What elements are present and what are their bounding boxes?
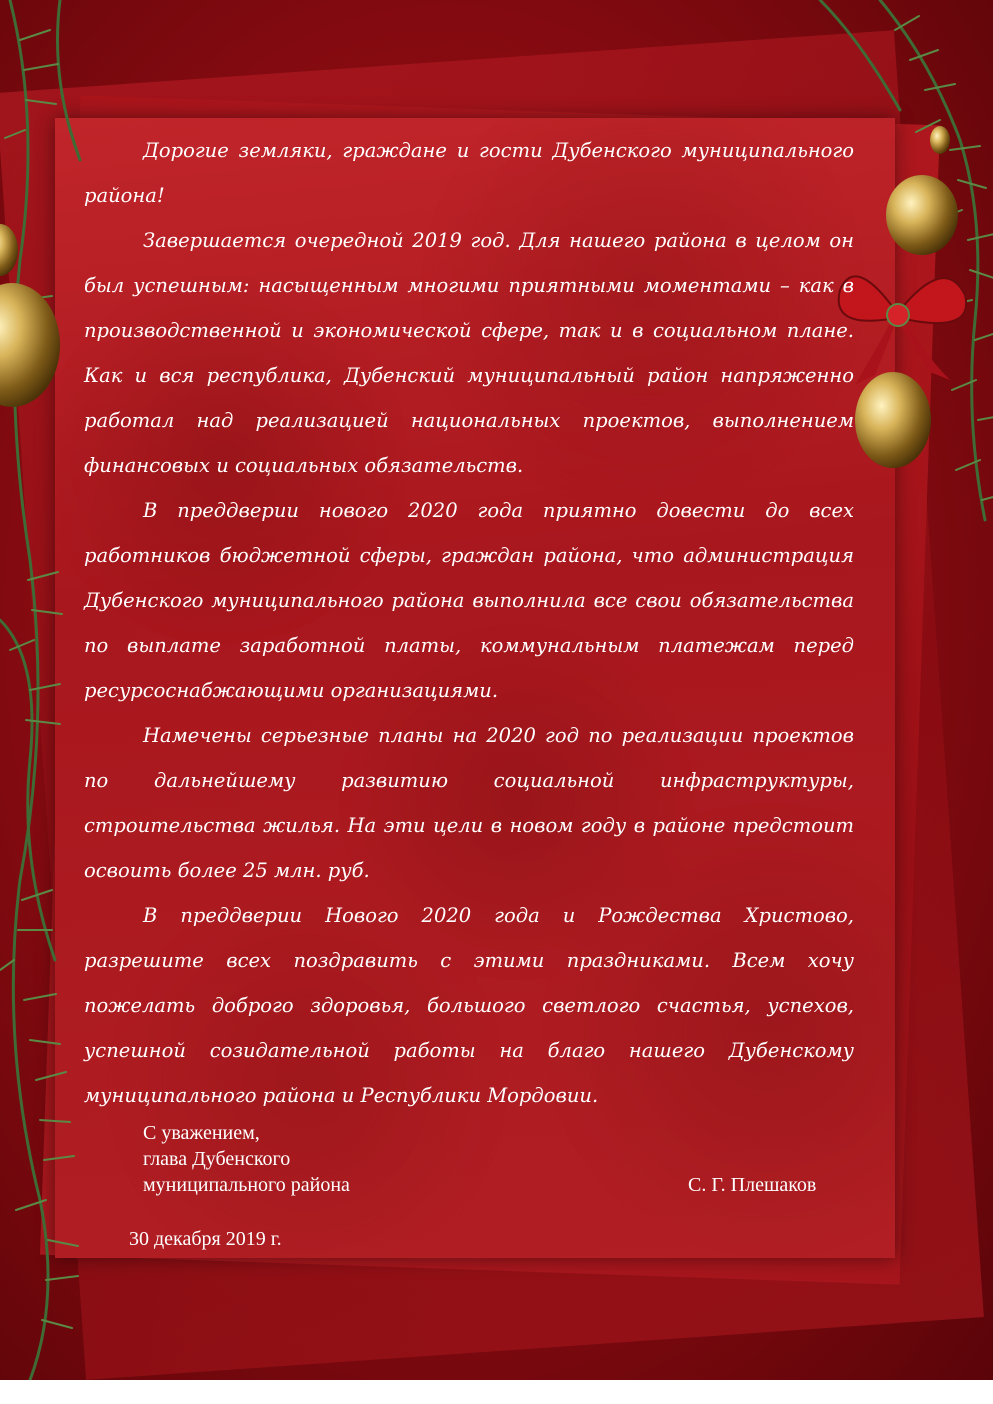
red-bow-icon (839, 276, 967, 385)
signature-line: муниципального района (143, 1174, 350, 1196)
letter-paragraph: В преддверии Нового 2020 года и Рождества Христово, разрешите всех поздравить с этими праздниками. Всем хочу пожелать доброго здоровья, большого светлого счастья, успехов, успешной созидательной работы на благо нашего Дубенскому муниципального района и Республики Мордовии. (84, 904, 854, 1107)
gold-ornament-right-top (886, 175, 958, 255)
letter-paragraph: Завершается очередной 2019 год. Для нашего района в целом он был успешным: насыщенным многими приятными моментами – как в производственной и экономической сфере, так и в социальном плане. Как и вся республика, Дубенский муниципальный район напряженно работал над реализацией национальных проектов, выполнением финансовых и социальных обязательств. (84, 229, 854, 477)
letter-date: 30 декабря 2019 г. (129, 1228, 282, 1250)
signatory-name: С. Г. Плешаков (688, 1174, 817, 1196)
greeting-paragraph: Дорогие земляки, граждане и гости Дубенского муниципального района! (84, 139, 854, 207)
letter-body (84, 128, 854, 1118)
gold-ornament-right-bottom (855, 372, 931, 468)
signature-line: глава Дубенского (143, 1148, 291, 1170)
letter-paragraph: В преддверии нового 2020 года приятно довести до всех работников бюджетной сферы, граждан района, что администрация Дубенского муниципального района выполнила все свои обязательства по выплате заработной платы, коммунальным платежам перед ресурсоснабжающими организациями. (84, 499, 854, 702)
gold-ornament-left (0, 283, 60, 407)
signature-block (143, 1120, 350, 1198)
signature-line: С уважением, (143, 1122, 260, 1144)
letter-paragraph: Намечены серьезные планы на 2020 год по реализации проектов по дальнейшему развитию социальной инфраструктуры, строительства жилья. На эти цели в новом году в районе предстоит освоить более 25 млн. руб. (84, 724, 854, 882)
